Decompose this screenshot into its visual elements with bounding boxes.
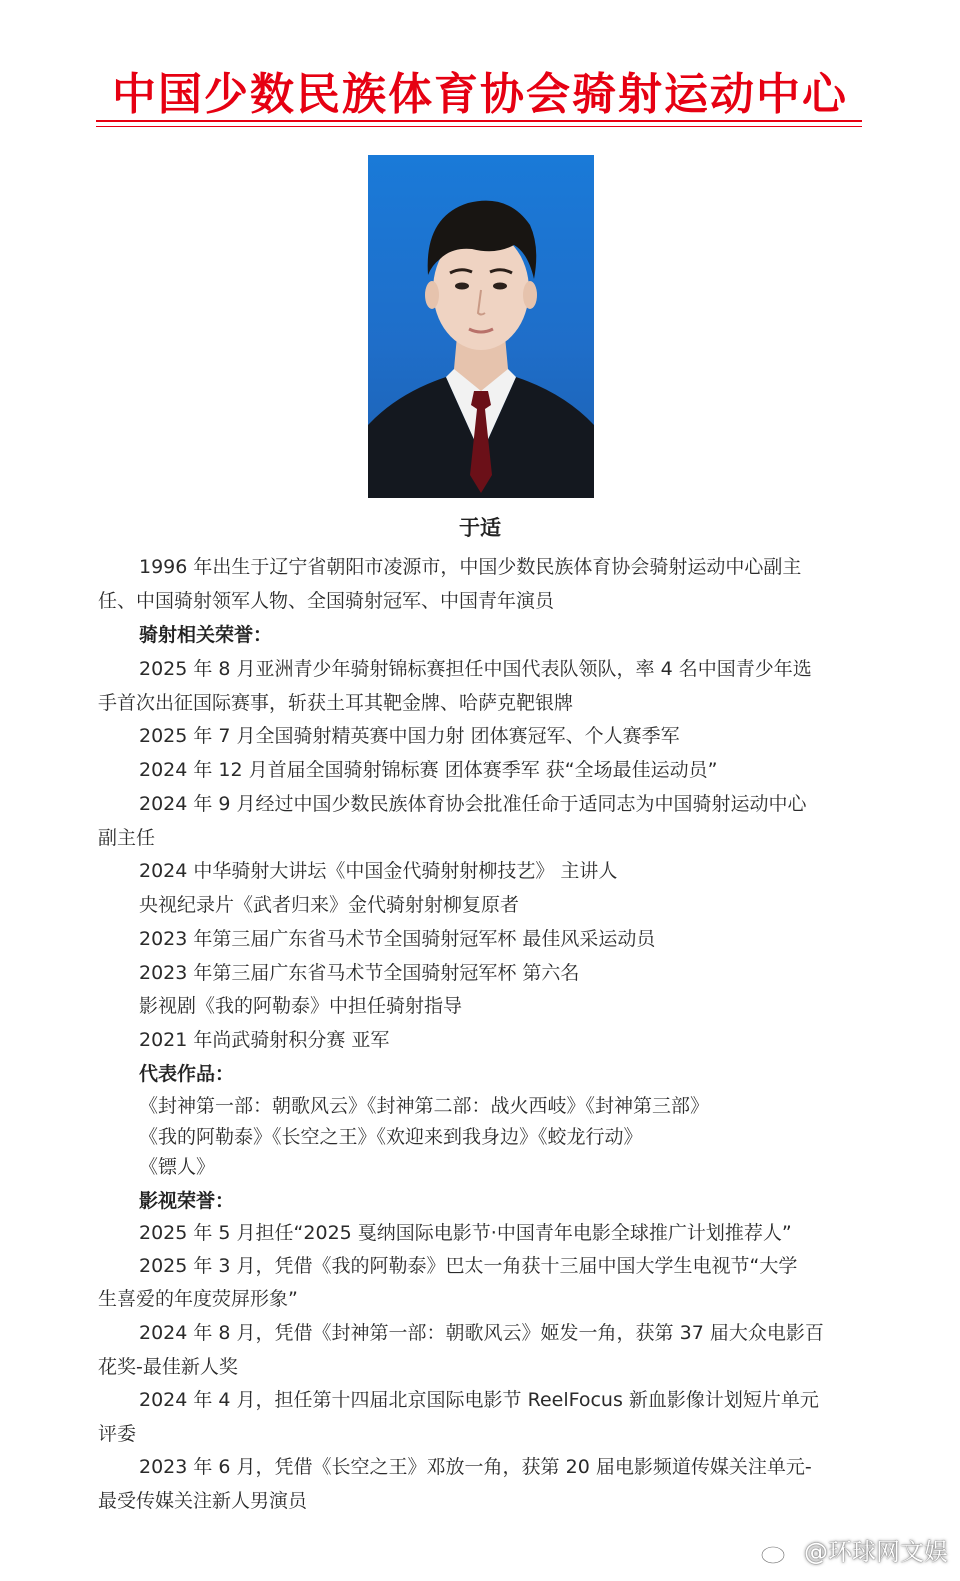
film-honor-line: 2023 年 6 月，凭借《长空之王》邓放一角，获第 20 届电影频道传媒关注单元- <box>139 1456 812 1478</box>
archery-honor-line: 2025 年 8 月亚洲青少年骑射锦标赛担任中国代表队领队，率 4 名中国青少年选 <box>139 658 812 680</box>
archery-honor-line: 影视剧《我的阿勒泰》中担任骑射指导 <box>139 995 463 1017</box>
works-line: 《镖人》 <box>139 1156 216 1178</box>
weibo-icon <box>760 1539 790 1565</box>
archery-honor-line: 2025 年 7 月全国骑射精英赛中国力射 团体赛冠军、个人赛季军 <box>139 725 680 747</box>
section-heading-works: 代表作品： <box>139 1063 235 1085</box>
header-rule-thin <box>96 126 862 127</box>
portrait-photo <box>368 155 594 498</box>
film-honor-line: 最受传媒关注新人男演员 <box>98 1490 308 1512</box>
film-honor-line: 2025 年 3 月，凭借《我的阿勒泰》巴太一角获十三届中国大学生电视节“大学 <box>139 1255 798 1277</box>
archery-honor-line: 2023 年第三届广东省马术节全国骑射冠军杯 最佳风采运动员 <box>139 928 656 950</box>
film-honor-line: 生喜爱的年度荧屏形象” <box>98 1288 298 1310</box>
bio-line: 任、中国骑射领军人物、全国骑射冠军、中国青年演员 <box>98 590 555 612</box>
section-heading-film: 影视荣誉： <box>139 1190 235 1212</box>
archery-honor-line: 2024 年 12 月首届全国骑射锦标赛 团体赛季军 获“全场最佳运动员” <box>139 759 718 781</box>
works-line: 《我的阿勒泰》《长空之王》《欢迎来到我身边》《蛟龙行动》 <box>139 1126 643 1148</box>
works-line: 《封神第一部：朝歌风云》《封神第二部：战火西岐》《封神第三部》 <box>139 1095 710 1117</box>
header-title: 中国少数民族体育协会骑射运动中心 <box>112 69 848 120</box>
person-name: 于适 <box>459 515 501 540</box>
archery-honor-line: 2021 年尚武骑射积分赛 亚军 <box>139 1029 390 1051</box>
section-heading-archery: 骑射相关荣誉： <box>139 624 273 646</box>
archery-honor-line: 2024 年 9 月经过中国少数民族体育协会批准任命于适同志为中国骑射运动中心 <box>139 793 807 815</box>
watermark: @环球网文娱 <box>804 1538 948 1566</box>
archery-honor-line: 央视纪录片《武者归来》金代骑射射柳复原者 <box>139 894 520 916</box>
film-honor-line: 2024 年 4 月，担任第十四届北京国际电影节 ReelFocus 新血影像计划短片单元 <box>139 1389 819 1411</box>
film-honor-line: 2025 年 5 月担任“2025 戛纳国际电影节·中国青年电影全球推广计划推荐人” <box>139 1222 792 1244</box>
archery-honor-line: 副主任 <box>98 827 156 849</box>
film-honor-line: 评委 <box>98 1423 137 1445</box>
archery-honor-line: 2023 年第三届广东省马术节全国骑射冠军杯 第六名 <box>139 962 580 984</box>
bio-line: 1996 年出生于辽宁省朝阳市凌源市，中国少数民族体育协会骑射运动中心副主 <box>139 556 802 578</box>
archery-honor-line: 2024 中华骑射大讲坛《中国金代骑射射柳技艺》 主讲人 <box>139 860 618 882</box>
header-rule <box>96 120 862 122</box>
archery-honor-line: 手首次出征国际赛事，斩获土耳其靶金牌、哈萨克靶银牌 <box>98 692 574 714</box>
film-honor-line: 花奖-最佳新人奖 <box>98 1356 238 1378</box>
film-honor-line: 2024 年 8 月，凭借《封神第一部：朝歌风云》姬发一角，获第 37 届大众电影百 <box>139 1322 824 1344</box>
